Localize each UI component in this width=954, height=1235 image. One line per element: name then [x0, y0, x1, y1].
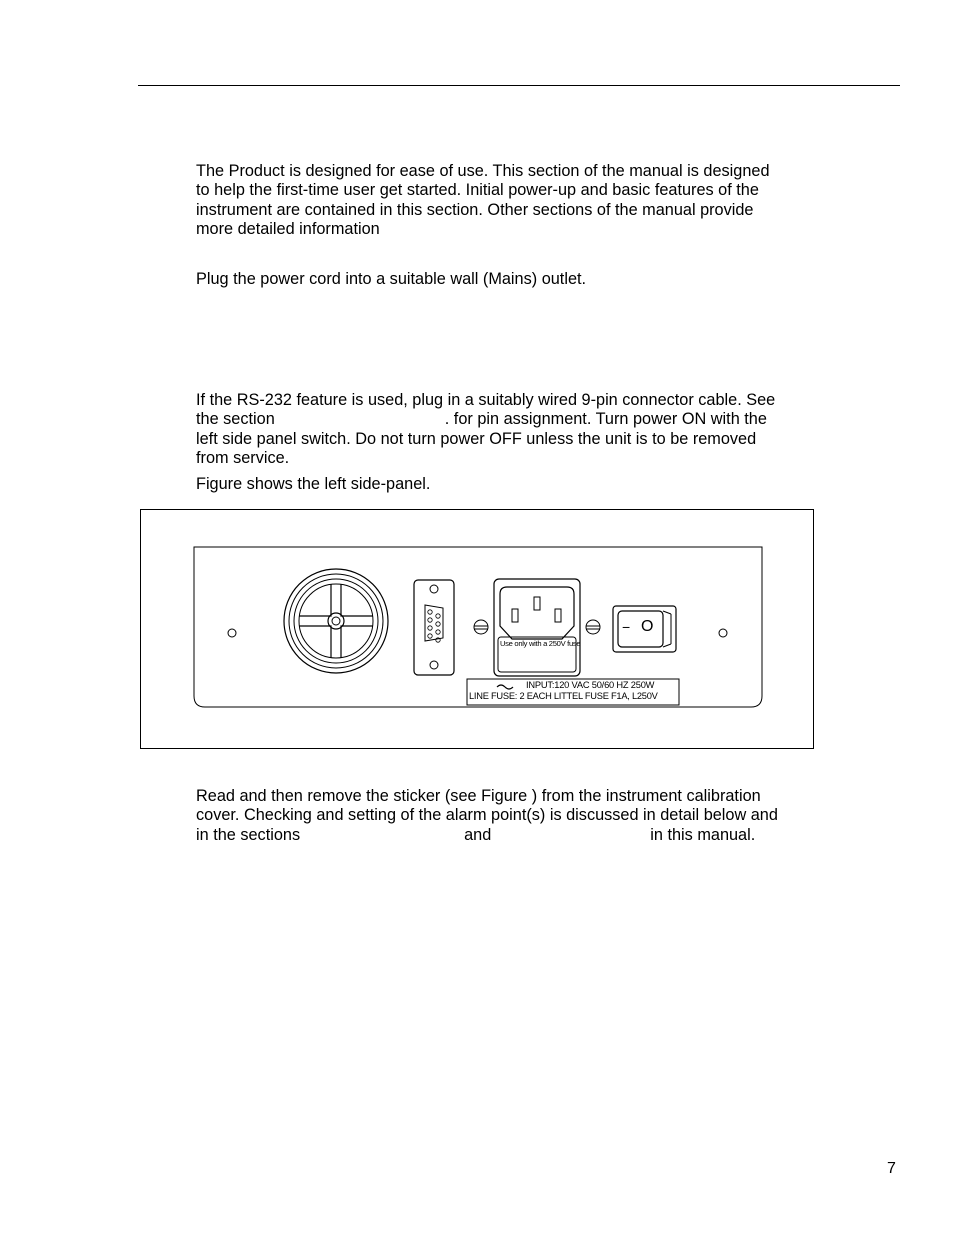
- side-panel-drawing: [141, 510, 815, 750]
- page-number: 7: [887, 1160, 896, 1177]
- intro-line: more detailed information: [196, 219, 380, 238]
- rs232-line: [196, 410, 775, 429]
- power-inlet-icon: [494, 579, 580, 676]
- header-rule: [138, 85, 900, 86]
- rs232-line: If the RS-232 feature is used, plug in a suitably wired 9-pin connector cable. See: [196, 391, 776, 409]
- power-paragraph: Plug the power cord into a suitable wall (Mains) outlet.: [196, 270, 587, 288]
- mounting-hole-right: [719, 629, 727, 637]
- mounting-hole-left: [228, 629, 236, 637]
- figure-caption: Figure shows the left side-panel.: [196, 475, 431, 493]
- sticker-line-part: and: [464, 825, 492, 844]
- sticker-line: Read and then remove the sticker (see Figure ) from the instrument calibration: [196, 787, 761, 805]
- screw-icon: [586, 620, 600, 634]
- intro-line: The Product is designed for ease of use. This section of the manual is designed: [196, 162, 770, 180]
- rs232-line: left side panel switch. Do not turn power OFF unless the unit is to be removed: [196, 429, 757, 448]
- sticker-line-part: in this manual.: [650, 825, 756, 844]
- switch-on-symbol: O: [641, 618, 654, 635]
- intro-line: instrument are contained in this section. Other sections of the manual provide: [196, 200, 754, 219]
- rs232-paragraph: [196, 391, 775, 468]
- side-panel-figure: [140, 509, 814, 749]
- fan-icon: [284, 569, 388, 673]
- sticker-line-part: in the sections: [196, 825, 301, 844]
- input-rating-text: INPUT:120 VAC 50/60 HZ 250W: [526, 680, 655, 690]
- sticker-line: cover. Checking and setting of the alarm point(s) is discussed in detail below and: [196, 806, 778, 825]
- rs232-line-part: . for pin assignment. Turn power ON with the: [444, 410, 767, 429]
- rs232-connector-icon: [414, 580, 454, 675]
- fuse-warning-label: Use only with a 250V fuse: [500, 639, 581, 648]
- rs232-line-part: the section: [196, 410, 275, 429]
- sticker-paragraph: [196, 787, 778, 845]
- rs232-line: from service.: [196, 448, 290, 467]
- intro-line: to help the first-time user get started. Initial power-up and basic features of the: [196, 181, 759, 200]
- line-fuse-text: LINE FUSE: 2 EACH LITTEL FUSE F1A, L250V: [469, 691, 658, 701]
- screw-icon: [474, 620, 488, 634]
- panel-outline: [194, 547, 762, 707]
- switch-off-symbol: −: [622, 619, 631, 635]
- intro-paragraph: [196, 162, 770, 239]
- ac-symbol-icon: [497, 685, 513, 689]
- sticker-line: [196, 826, 778, 845]
